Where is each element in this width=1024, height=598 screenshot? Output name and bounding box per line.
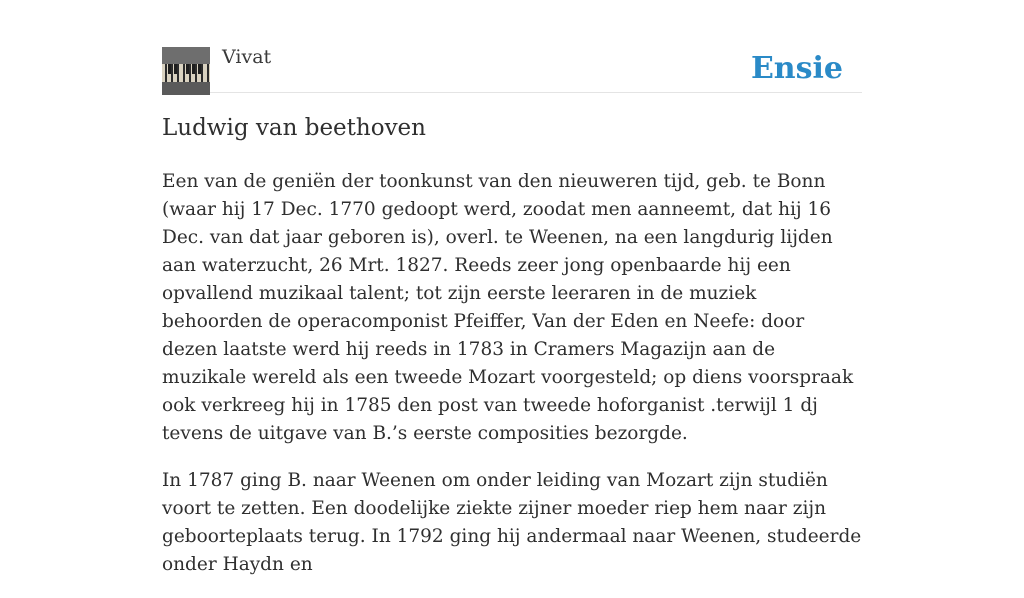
- author-avatar[interactable]: [162, 47, 210, 95]
- ensie-logo[interactable]: Ensie: [750, 51, 843, 86]
- piano-keys-icon: [162, 47, 210, 95]
- article-body: [162, 168, 862, 598]
- page-header: [162, 45, 862, 93]
- paragraph: In 1787 ging B. naar Weenen om onder leiding van Mozart zijn studiën voort te zetten. Een doodelijke ziekte zijner moeder riep hem naar zijn geboorteplaats terug. In 1792 ging hij andermaal naar Weenen, studeerde onder Haydn en: [162, 470, 862, 575]
- paragraph: Een van de geniën der toonkunst van den nieuweren tijd, geb. te Bonn (waar hij 17 Dec. 1770 gedoopt werd, zoodat men aanneemt, dat hij 16 Dec. van dat jaar geboren is), overl. te Weenen, na een langdurig lijden aan waterzucht, 26 Mrt. 1827. Reeds zeer jong openbaarde hij een opvallend muzikaal talent; tot zijn eerste leeraren in de muziek behoorden de operacomponist Pfeiffer, Van der Eden en Neefe: door dezen laatste werd hij reeds in 1783 in Cramers Magazijn aan de muzikale wereld als een tweede Mozart voorgesteld; op diens voorspraak ook verkreeg hij in 1785 den post van tweede hoforganist .terwijl 1 dj tevens de uitgave van B.’s eerste composities bezorgde.: [162, 171, 854, 444]
- article-title: Ludwig van beethoven: [162, 115, 426, 141]
- author-link[interactable]: Vivat: [222, 46, 272, 68]
